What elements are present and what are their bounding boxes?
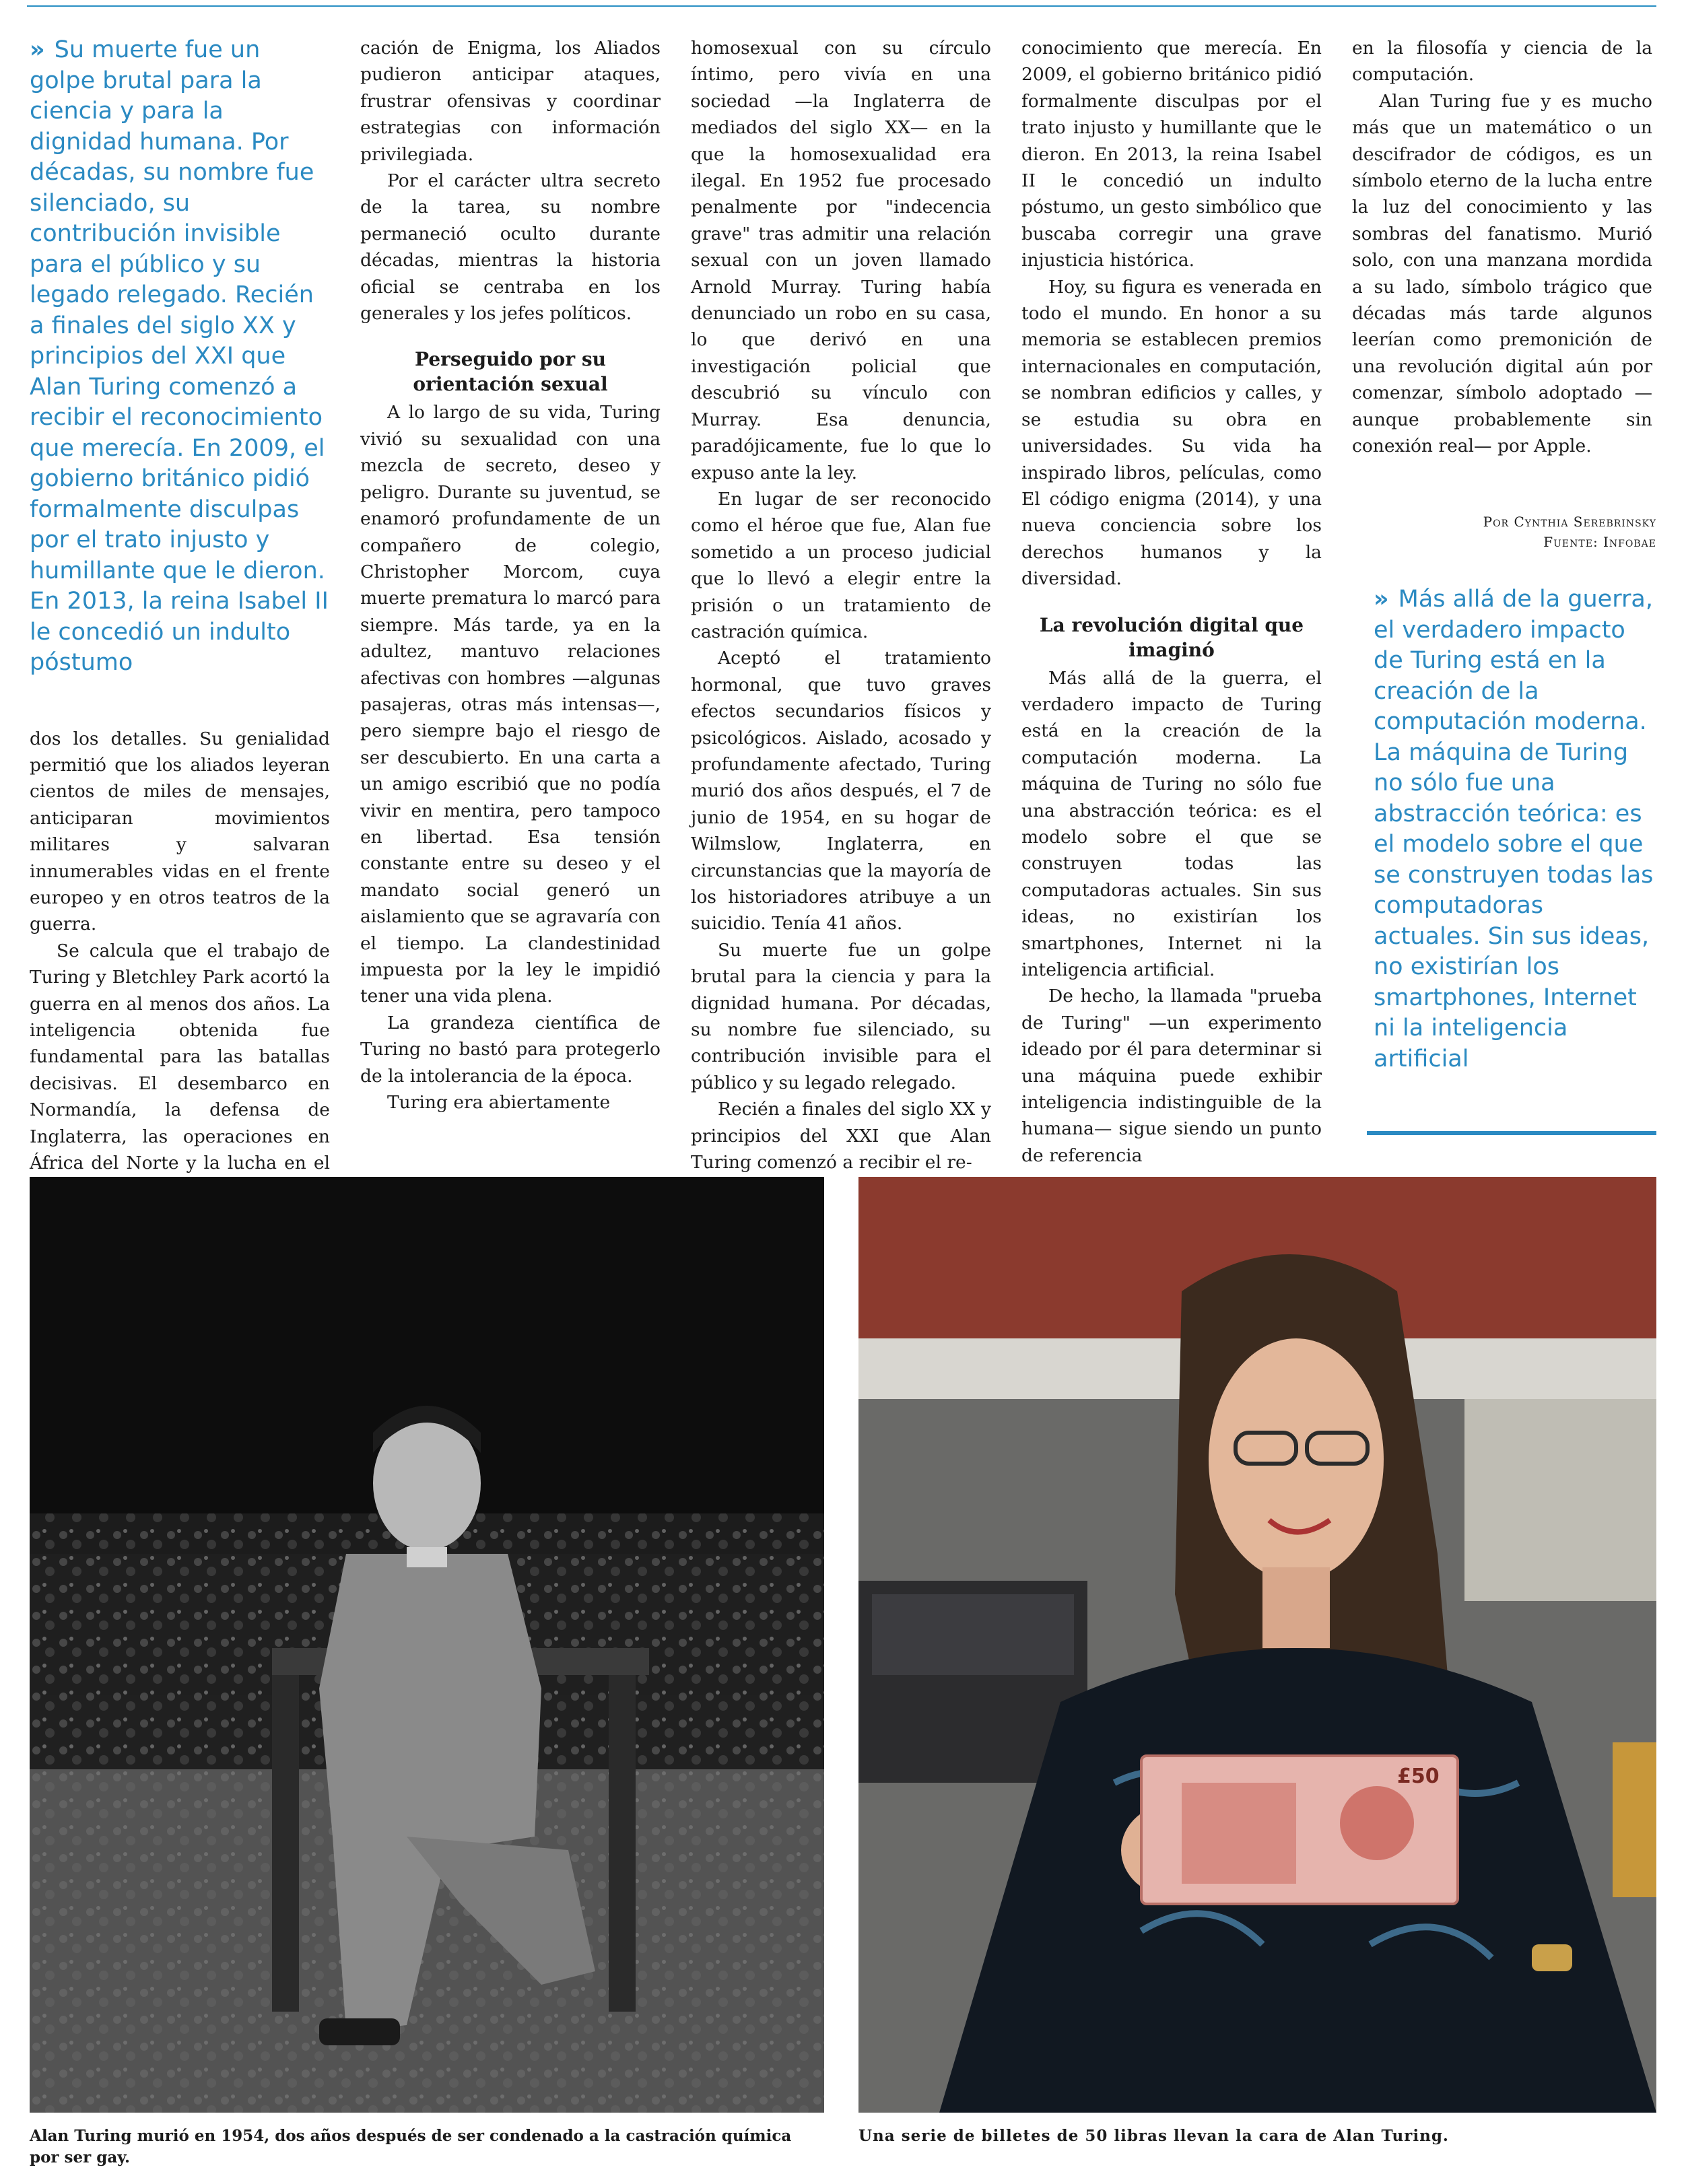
body-paragraph: dos los detalles. Su genialidad permitió que los aliados leyeran cientos de miles de mensajes, anticiparan movimientos militares y salvaran innumerables vidas en el frente europeo y en otros teatros de la guerra.	[30, 728, 330, 935]
body-paragraph: Hoy, su figura es venerada en todo el mundo. En honor a su memoria se establecen premios internacionales en computación, se nombran edificios y calles, y se estudia su obra en universidades. Su vida ha inspirado libros, películas, como El código enigma (2014), y una nueva conciencia sobre los derechos humanos y la diversidad.	[1021, 276, 1322, 590]
pullquote-right-text: Más allá de la guerra, el verdadero impacto de Turing está en la creación de la computación moderna. La máquina de Turing no sólo fue una abstracción teórica: es el modelo sobre el que se construyen todas las computadoras actuales. Sin sus ideas, no existirían los smartphones, Internet ni la inteligencia artificial	[1374, 586, 1654, 1072]
banknote-photo-illustration	[858, 1177, 1656, 2113]
body-paragraph: Su muerte fue un golpe brutal para la ciencia y para la dignidad humana. Por décadas, su nombre fue silenciado, su contribución invisible para el público y su legado relegado.	[691, 939, 991, 1093]
body-paragraph: Se calcula que el trabajo de Turing y Bletchley Park acortó la guerra en al menos dos años. La inteligencia obtenida fue fundamental para las batallas decisivas. El desembarco en Normandía, la defensa de Inglaterra, las operaciones en África del Norte y la lucha en el	[30, 940, 330, 1173]
caption-right: Una serie de billetes de 50 libras llevan la cara de Alan Turing.	[858, 2127, 1449, 2145]
column-1	[30, 35, 330, 1203]
section-heading: La revolución digital que imaginó	[1039, 613, 1304, 661]
pullquote-left-text: Su muerte fue un golpe brutal para la ciencia y para la dignidad humana. Por décadas, su nombre fue silenciado, su contribución invisible para el público y su legado relegado. Recién a finales del siglo XX y principios del XXI que Alan Turing comenzó a recibir el reconocimiento que merecía. En 2009, el gobierno británico pidió formalmente disculpas por el trato injusto y humillante que le dieron. En 2013, la reina Isabel II le concedió un indulto póstumo	[30, 36, 329, 676]
column-3	[691, 35, 991, 1175]
body-paragraph: Por el carácter ultra secreto de la tarea, su nombre permaneció oculto durante décadas, mientras la historia oficial se centraba en los generales y los jefes políticos.	[360, 170, 661, 325]
double-chevron-right-icon: »	[30, 36, 45, 63]
body-paragraph: conocimiento que merecía. En 2009, el gobierno británico pidió formalmente disculpas por el trato injusto y humillante que le dieron. En 2013, la reina Isabel II le concedió un indulto póstumo, un gesto simbólico que buscaba corregir una grave injusticia histórica.	[1021, 38, 1322, 271]
body-paragraph: Más allá de la guerra, el verdadero impacto de Turing está en la creación de la computación moderna. La máquina de Turing no sólo fue una abstracción teórica: es el modelo sobre el que se construyen todas las computadoras actuales. Sin sus ideas, no existirían los smartphones, Internet ni la inteligencia artificial.	[1021, 667, 1322, 980]
pullquote-left	[30, 35, 330, 679]
byline	[1353, 512, 1656, 552]
caption-left: Alan Turing murió en 1954, dos años después de ser condenado a la castración química por ser gay.	[30, 2127, 792, 2166]
body-paragraph: La grandeza científica de Turing no bastó para protegerlo de la intolerancia de la época.	[360, 1012, 661, 1087]
turing-photo	[30, 1177, 824, 2113]
body-paragraph: A lo largo de su vida, Turing vivió su sexualidad con una mezcla de secreto, deseo y peligro. Durante su juventud, se enamoró profundamente de un compañero de colegio, Christopher Morcom, cuya muerte prematura lo marcó para siempre. Más tarde, ya en la adultez, mantuvo relaciones afectivas con hombres —algunas pasajeras, otras más intensas—, pero siempre bajo el riesgo de ser descubierto. En una carta a un amigo escribió que no podía vivir en mentira, pero tampoco en libertad. Esa tensión constante entre su deseo y el mandato social generó un aislamiento que se agravaría con el tiempo. La clandestinidad impuesta por la ley le impidió tener una vida plena.	[360, 402, 661, 1007]
body-paragraph: homosexual con su círculo íntimo, pero vivía en una sociedad —la Inglaterra de mediados del siglo XX— en la que la homosexualidad era ilegal. En 1952 fue procesado penalmente por "indecencia grave" tras admitir una relación sexual con un joven llamado Arnold Murray. Turing había denunciado un robo en su casa, lo que derivó en una investigación policial que descubrió su vínculo con Murray. Esa denuncia, paradójicamente, fue lo que lo expuso ante la ley.	[691, 38, 991, 483]
column-5	[1352, 35, 1652, 460]
body-paragraph: cación de Enigma, los Aliados pudieron anticipar ataques, frustrar ofensivas y coordinar estrategias con información privilegiada.	[360, 38, 661, 165]
body-paragraph: Aceptó el tratamiento hormonal, que tuvo graves efectos secundarios físicos y psicológicos. Aislado, acosado y profundamente afectado, Turing murió dos años después, el 7 de junio de 1954, en su hogar de Wilmslow, Inglaterra, en circunstancias que la mayoría de los historiadores atribuye a un suicidio. Tenía 41 años.	[691, 648, 991, 934]
byline-source: Fuente: Infobae	[1543, 534, 1656, 550]
section-heading: Perseguido por su orientación sexual	[413, 348, 608, 396]
byline-author: Por Cynthia Serebrinsky	[1483, 514, 1656, 530]
banknote-value: £50	[1397, 1765, 1440, 1788]
double-chevron-right-icon: »	[1374, 586, 1389, 613]
column-4	[1021, 35, 1322, 1169]
body-paragraph: Recién a finales del siglo XX y principios del XXI que Alan Turing comenzó a recibir el re-	[691, 1099, 991, 1173]
column-2	[360, 35, 661, 1116]
turing-photo-illustration	[30, 1177, 824, 2113]
top-rule	[27, 0, 1656, 7]
body-paragraph: En lugar de ser reconocido como el héroe que fue, Alan fue sometido a un proceso judicial que lo llevó a elegir entre la prisión o un tratamiento de castración química.	[691, 488, 991, 642]
pullquote-right	[1374, 584, 1656, 1074]
body-paragraph: Alan Turing fue y es mucho más que un matemático o un descifrador de códigos, es un símbolo eterno de la lucha entre la luz del conocimiento y las sombras del fanatismo. Murió solo, con una manzana mordida a su lado, símbolo trágico que décadas más tarde algunos leerían como premonición de una revolución digital aún por comenzar, símbolo adoptado —aunque probablemente sin conexión real— por Apple.	[1352, 90, 1652, 457]
banknote-photo	[858, 1177, 1656, 2113]
pullquote-rule	[1367, 1131, 1656, 1135]
body-paragraph: De hecho, la llamada "prueba de Turing" —un experimento ideado por él para determinar si una máquina puede exhibir inteligencia indistinguible de la humana— sigue siendo un punto de referencia	[1021, 986, 1322, 1166]
body-paragraph: Turing era abiertamente	[387, 1092, 611, 1114]
body-paragraph: en la filosofía y ciencia de la computación.	[1352, 38, 1652, 86]
